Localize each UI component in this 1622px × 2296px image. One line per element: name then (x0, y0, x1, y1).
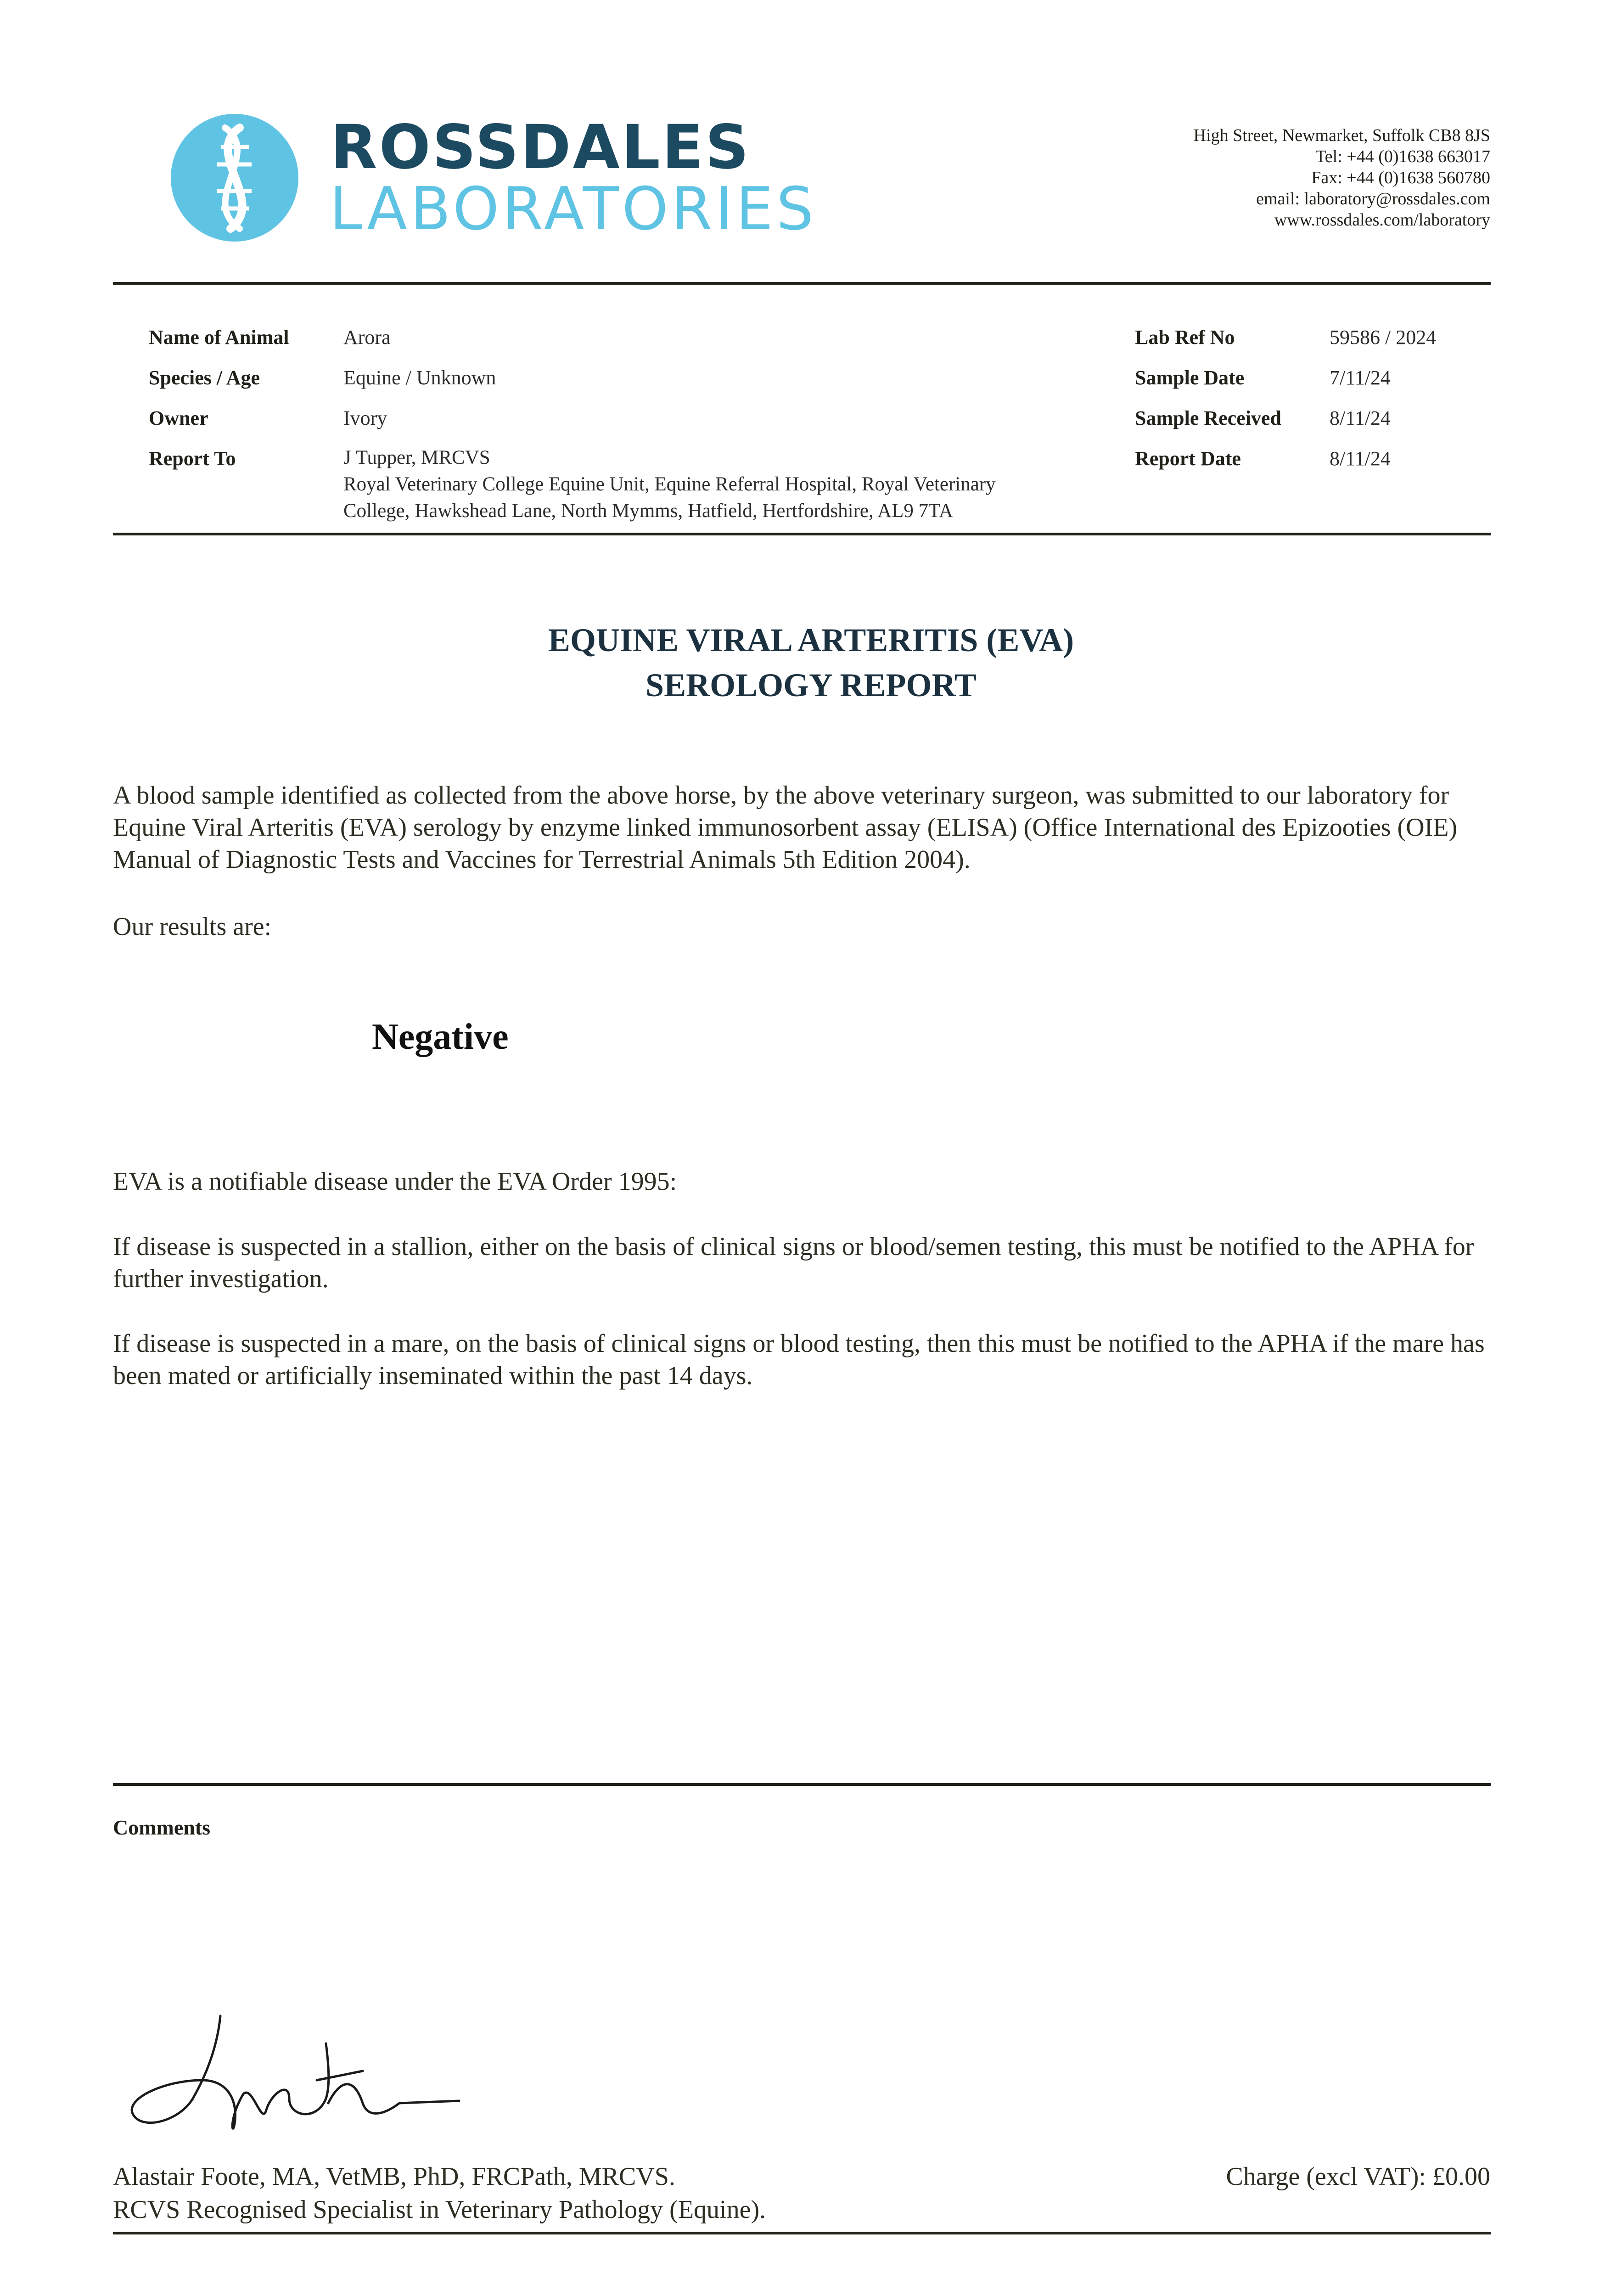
lab-ref-value: 59586 / 2024 (1330, 326, 1437, 349)
lab-address: High Street, Newmarket, Suffolk CB8 8JS (1193, 126, 1490, 145)
report-title-line2: SEROLOGY REPORT (645, 667, 977, 703)
owner-label: Owner (149, 407, 208, 429)
dna-helix-graphic (171, 114, 298, 242)
report-to-label: Report To (149, 447, 236, 470)
report-date-label: Report Date (1135, 447, 1241, 470)
signatory-name: Alastair Foote, MA, VetMB, PhD, FRCPath, MRCVS. (113, 2162, 675, 2191)
charge-value: Charge (excl VAT): £0.00 (1226, 2162, 1490, 2191)
report-to-vet: J Tupper, MRCVS (343, 447, 490, 468)
comments-divider (113, 1783, 1491, 1786)
name-of-animal-value: Arora (343, 326, 391, 349)
stallion-paragraph: If disease is suspected in a stallion, either on the basis of clinical signs or blood/semen testing, this must be notified to the APHA for further investigation. (113, 1232, 1474, 1293)
owner-value: Ivory (343, 407, 387, 429)
lab-fax: Fax: +44 (0)1638 560780 (1311, 168, 1490, 187)
report-to-value (343, 445, 996, 524)
report-to-address-line1: Royal Veterinary College Equine Unit, Equine Referral Hospital, Royal Veterinary (343, 473, 996, 495)
species-age-label: Species / Age (149, 366, 260, 389)
mare-paragraph: If disease is suspected in a mare, on the basis of clinical signs or blood testing, then this must be notified to the APHA if the mare has been mated or artificially inseminated within the past 14 days. (113, 1329, 1485, 1390)
brand-name-line1: ROSSDALES (331, 112, 751, 183)
signatory-title: RCVS Recognised Specialist in Veterinary Pathology (Equine). (113, 2195, 766, 2224)
signatory (113, 2160, 766, 2226)
footer-divider (113, 2232, 1491, 2234)
species-age-value: Equine / Unknown (343, 366, 496, 389)
info-divider (113, 533, 1491, 535)
lab-tel: Tel: +44 (0)1638 663017 (1315, 147, 1490, 166)
comments-label: Comments (113, 1816, 211, 1839)
result-value: Negative (372, 1017, 509, 1057)
lab-website: www.rossdales.com/laboratory (1274, 210, 1490, 230)
report-title (0, 618, 1622, 708)
sample-received-label: Sample Received (1135, 407, 1281, 429)
dna-helix-icon (171, 114, 298, 242)
lab-email: email: laboratory@rossdales.com (1256, 189, 1490, 208)
notifiable-statement: EVA is a notifiable disease under the EVA Order 1995: (113, 1167, 677, 1196)
report-to-address-line2: College, Hawkshead Lane, North Mymms, Hatfield, Hertfordshire, AL9 7TA (343, 500, 954, 522)
results-intro: Our results are: (113, 912, 272, 941)
name-of-animal-label: Name of Animal (149, 326, 289, 349)
intro-paragraph: A blood sample identified as collected from the above horse, by the above veterinary surgeon, was submitted to our laboratory for Equine Viral Arteritis (EVA) serology by enzyme linked immunosorbent assay (ELISA) (Office International des Epizooties (OIE) Manual of Diagnostic Tests and Vaccines for Terrestrial Animals 5th Edition 2004). (113, 781, 1458, 874)
contact-block (1194, 125, 1490, 231)
sample-date-label: Sample Date (1135, 366, 1245, 389)
header-divider (113, 282, 1491, 285)
signature-image (124, 2011, 473, 2144)
brand-name-line2: LABORATORIES (330, 175, 817, 243)
sample-date-value: 7/11/24 (1330, 366, 1391, 389)
sample-received-value: 8/11/24 (1330, 407, 1391, 429)
lab-ref-label: Lab Ref No (1135, 326, 1235, 349)
report-title-line1: EQUINE VIRAL ARTERITIS (EVA) (548, 622, 1074, 658)
report-date-value: 8/11/24 (1330, 447, 1391, 470)
